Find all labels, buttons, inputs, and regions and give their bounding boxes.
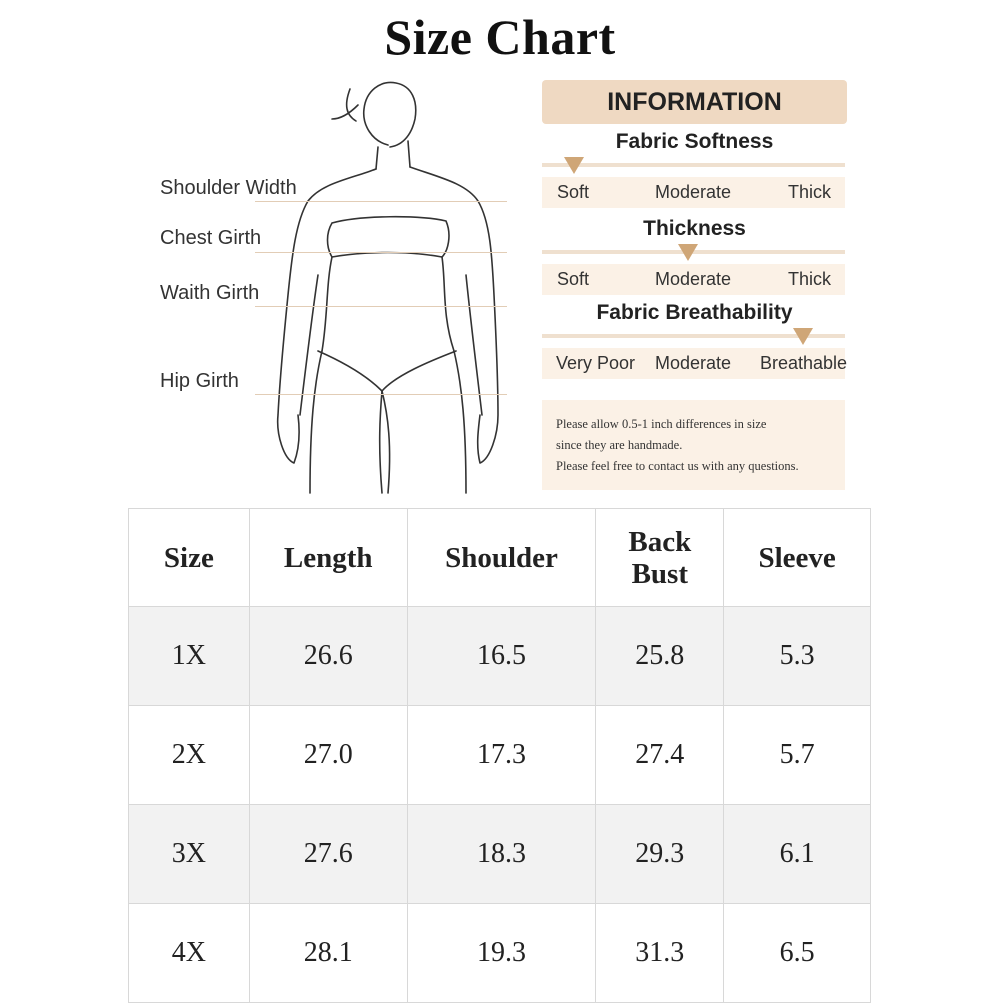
table-cell-shoulder: 17.3 bbox=[407, 706, 596, 805]
measurement-line-waist-girth bbox=[255, 306, 507, 307]
scale-label-moderate: Moderate bbox=[655, 353, 732, 373]
information-header: INFORMATION bbox=[542, 80, 847, 124]
table-cell-size: 4X bbox=[129, 904, 250, 1003]
note-line: since they are handmade. bbox=[556, 438, 683, 452]
column-header-length: Length bbox=[249, 509, 407, 607]
column-header-size: Size bbox=[129, 509, 250, 607]
measurement-label-hip-girth: Hip Girth bbox=[160, 370, 239, 392]
column-header-back-line: Back bbox=[628, 525, 692, 558]
table-cell-back-bust: 27.4 bbox=[596, 706, 724, 805]
table-cell-sleeve: 5.7 bbox=[724, 706, 871, 805]
measurement-label-chest-girth: Chest Girth bbox=[160, 227, 262, 249]
measurement-line-chest-girth bbox=[255, 252, 507, 253]
table-cell-length: 27.6 bbox=[249, 805, 407, 904]
note-line: Please feel free to contact us with any questions. bbox=[556, 459, 799, 473]
table-cell-size: 3X bbox=[129, 805, 250, 904]
measurement-label-waist-girth: Waith Girth bbox=[160, 282, 260, 304]
table-cell-shoulder: 18.3 bbox=[407, 805, 596, 904]
measurement-line-hip-girth bbox=[255, 394, 507, 395]
scale-label-thick: Thick bbox=[788, 182, 832, 202]
table-row bbox=[129, 706, 871, 805]
scale-label-moderate: Moderate bbox=[655, 182, 732, 202]
scale-title-fabric-breathability: Fabric Breathability bbox=[596, 301, 793, 324]
scale-label-very-poor: Very Poor bbox=[556, 353, 636, 373]
scale-bar-fabric-softness bbox=[542, 163, 845, 167]
note-line: Please allow 0.5-1 inch differences in size bbox=[556, 417, 767, 431]
table-cell-shoulder: 16.5 bbox=[407, 607, 596, 706]
scale-label-breathable: Breathable bbox=[760, 353, 848, 373]
table-cell-length: 26.6 bbox=[249, 607, 407, 706]
table-cell-shoulder: 19.3 bbox=[407, 904, 596, 1003]
scale-title-fabric-softness: Fabric Softness bbox=[615, 130, 774, 153]
table-row bbox=[129, 805, 871, 904]
scale-labels-fabric-breathability bbox=[542, 348, 848, 379]
table-row bbox=[129, 904, 871, 1003]
size-table bbox=[128, 508, 871, 1003]
table-row bbox=[129, 607, 871, 706]
column-header-shoulder: Shoulder bbox=[407, 509, 596, 607]
scale-labels-thickness bbox=[542, 264, 845, 295]
table-cell-sleeve: 5.3 bbox=[724, 607, 871, 706]
column-header-sleeve: Sleeve bbox=[724, 509, 871, 607]
size-difference-note bbox=[542, 400, 845, 490]
scale-labels-fabric-softness bbox=[542, 177, 845, 208]
table-cell-back-bust: 31.3 bbox=[596, 904, 724, 1003]
scale-marker-thickness bbox=[678, 244, 698, 261]
table-cell-size: 2X bbox=[129, 706, 250, 805]
scale-title-thickness: Thickness bbox=[643, 217, 746, 240]
table-cell-size: 1X bbox=[129, 607, 250, 706]
table-header-row bbox=[129, 509, 871, 607]
measurement-line-shoulder-width bbox=[255, 201, 507, 202]
page-title: Size Chart bbox=[384, 9, 616, 65]
column-header-bust-line: Bust bbox=[631, 557, 688, 590]
table-cell-sleeve: 6.5 bbox=[724, 904, 871, 1003]
table-cell-length: 28.1 bbox=[249, 904, 407, 1003]
scale-marker-fabric-breathability bbox=[793, 328, 813, 345]
table-cell-sleeve: 6.1 bbox=[724, 805, 871, 904]
scale-label-soft: Soft bbox=[557, 182, 590, 202]
measurement-label-shoulder-width: Shoulder Width bbox=[160, 177, 297, 199]
scale-marker-fabric-softness bbox=[564, 157, 584, 174]
body-figure-illustration bbox=[270, 75, 510, 495]
table-cell-back-bust: 29.3 bbox=[596, 805, 724, 904]
table-cell-back-bust: 25.8 bbox=[596, 607, 724, 706]
scale-label-thick: Thick bbox=[788, 269, 832, 289]
table-cell-length: 27.0 bbox=[249, 706, 407, 805]
scale-label-soft: Soft bbox=[557, 269, 590, 289]
column-header-back-bust bbox=[596, 509, 724, 607]
scale-label-moderate: Moderate bbox=[655, 269, 732, 289]
